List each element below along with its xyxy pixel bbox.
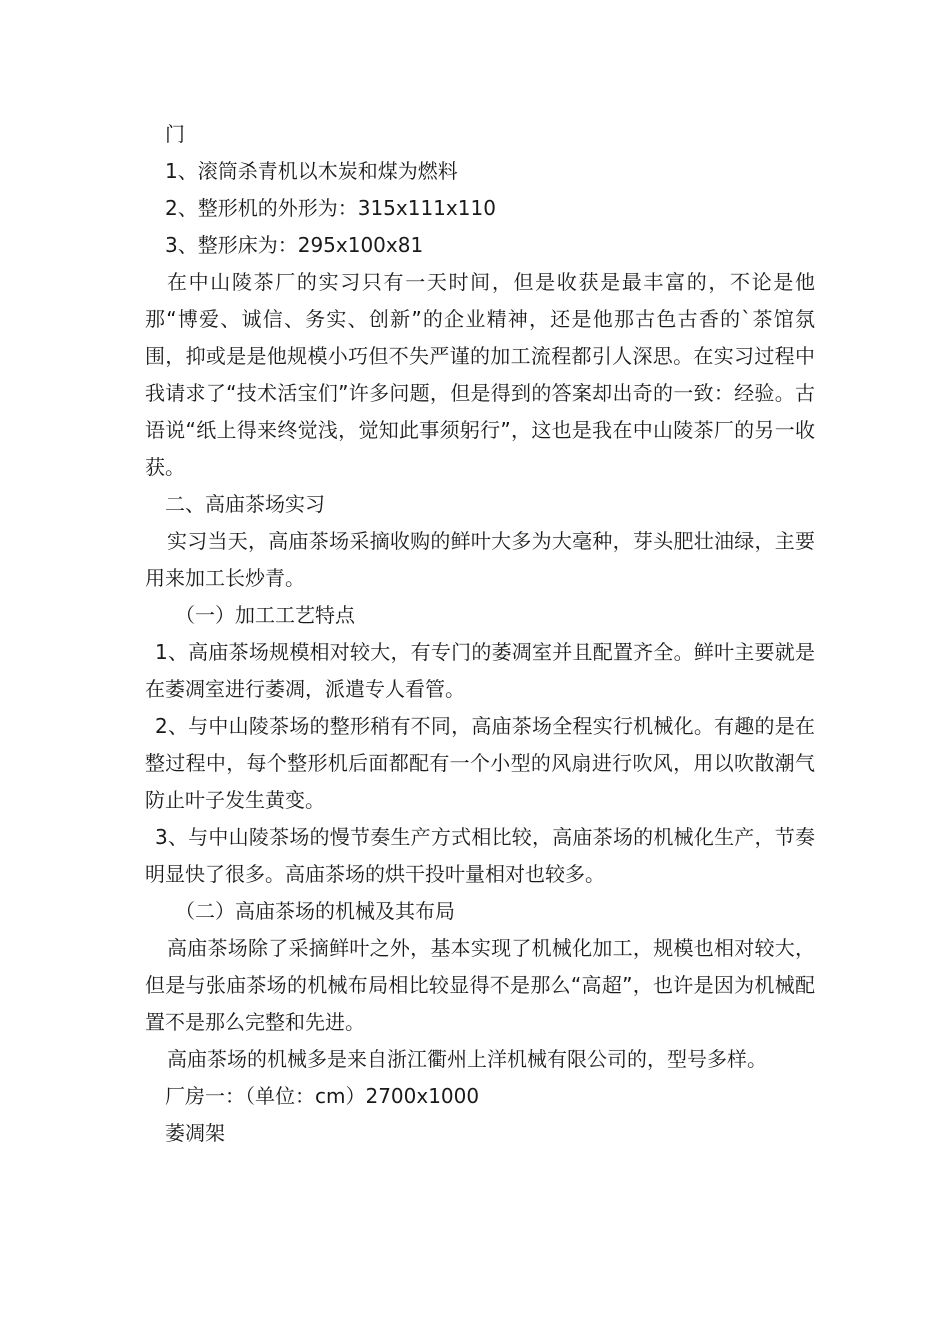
list-item-2: 2、整形机的外形为：315x111x110 [165, 196, 496, 220]
paragraph: 实习当天，高庙茶场采摘收购的鲜叶大多为大毫种，芽头肥壮油绿，主要用来加工长炒青。 [145, 529, 815, 590]
paragraph: 在中山陵茶厂的实习只有一天时间，但是收获是最丰富的，不论是他那“博爱、诚信、务实、创新”的企业精神，还是他那古色古香的`茶馆氛围，抑或是是他规模小巧但不失严谨的加工流程都引人深思。在实习过程中我请求了“技术活宝们”许多问题，但是得到的答案却出奇的一致：经验。古语说“纸上得来终觉浅，觉知此事须躬行”，这也是我在中山陵茶厂的另一收获。 [145, 270, 815, 479]
subsection-heading: （一）加工工艺特点 [175, 603, 355, 627]
paragraph: 萎凋架 [165, 1121, 225, 1145]
paragraph: 1、高庙茶场规模相对较大，有专门的萎凋室并且配置齐全。鲜叶主要就是在萎凋室进行萎凋，派遣专人看管。 [145, 640, 815, 701]
paragraph-fragment: 门 [165, 122, 185, 146]
paragraph: 2、与中山陵茶场的整形稍有不同，高庙茶场全程实行机械化。有趣的是在整过程中，每个整形机后面都配有一个小型的风扇进行吹风，用以吹散潮气防止叶子发生黄变。 [145, 714, 815, 812]
paragraph: 高庙茶场的机械多是来自浙江衢州上洋机械有限公司的，型号多样。 [167, 1047, 767, 1071]
section-heading: 二、高庙茶场实习 [165, 492, 325, 516]
paragraph: 3、与中山陵茶场的慢节奏生产方式相比较，高庙茶场的机械化生产，节奏明显快了很多。高庙茶场的烘干投叶量相对也较多。 [145, 825, 815, 886]
document-body [145, 116, 815, 1152]
paragraph: 高庙茶场除了采摘鲜叶之外，基本实现了机械化加工，规模也相对较大，但是与张庙茶场的机械布局相比较显得不是那么“高超”，也许是因为机械配置不是那么完整和先进。 [145, 936, 815, 1034]
list-item-1: 1、滚筒杀青机以木炭和煤为燃料 [165, 159, 458, 183]
paragraph: 厂房一：（单位：cm）2700x1000 [165, 1084, 480, 1108]
list-item-3: 3、整形床为：295x100x81 [165, 233, 424, 257]
subsection-heading: （二）高庙茶场的机械及其布局 [175, 899, 455, 923]
